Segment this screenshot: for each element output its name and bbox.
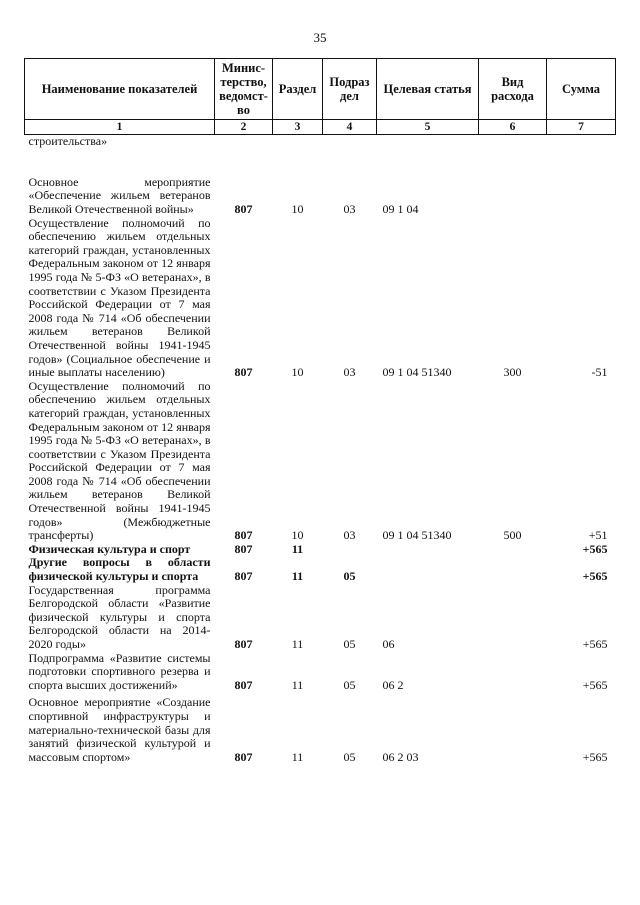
row-ministry: 807 xyxy=(234,541,253,556)
row-subsection: 05 xyxy=(343,749,356,764)
row-subsection: 05 xyxy=(343,637,356,651)
row-expense-type: 300 xyxy=(503,365,522,380)
row-section: 11 xyxy=(291,637,304,651)
row-section: 11 xyxy=(291,677,304,692)
header-name: Наименование показателей xyxy=(25,59,215,120)
row-section: 10 xyxy=(291,365,304,380)
row-section: 11 xyxy=(291,541,304,556)
column-number: 3 xyxy=(273,120,323,135)
column-number: 5 xyxy=(377,120,479,135)
header-ministry: Минис-терство, ведомст-во xyxy=(215,59,273,120)
header-target-item: Целевая статья xyxy=(377,59,479,120)
table-row xyxy=(25,217,616,380)
header-row xyxy=(25,59,616,120)
row-amount: +51 xyxy=(588,528,608,543)
row-expense-type xyxy=(479,543,547,557)
row-section: 10 xyxy=(291,528,304,543)
row-section: 11 xyxy=(291,749,304,764)
budget-table xyxy=(24,58,616,764)
row-target-item: 09 1 04 51340 xyxy=(382,528,452,543)
table-row xyxy=(25,692,616,764)
row-target-item xyxy=(377,556,479,583)
row-name: Осуществление полномочий по обеспечению жильем отдельных категорий граждан, установленных Федеральным законом от 12 января 1995 года № 5-ФЗ «О ветеранах», в соответствии с Указом Президента Российской Федерации от 7 мая 2008 года № 714 «Об обеспечении жильем ветеранов Великой Отечественной войны 1941-1945 годов» (Социальное обеспечение и иные выплаты населению) xyxy=(28,215,211,380)
row-ministry: 807 xyxy=(234,365,253,380)
row-amount: +565 xyxy=(582,677,608,692)
row-expense-type xyxy=(479,584,547,652)
row-subsection xyxy=(323,543,377,557)
table-row xyxy=(25,380,616,543)
continuation-row xyxy=(25,135,616,149)
row-target-item: 06 2 03 xyxy=(382,749,419,764)
row-expense-type xyxy=(479,149,547,217)
row-amount: +565 xyxy=(582,749,608,764)
row-amount: +565 xyxy=(582,637,608,651)
row-ministry: 807 xyxy=(234,677,253,692)
row-name: Основное мероприятие «Обеспечение жильем ветеранов Великой Отечественной войны» xyxy=(28,174,211,216)
row-subsection: 05 xyxy=(343,677,356,692)
page-number: 35 xyxy=(313,30,327,45)
column-number: 1 xyxy=(25,120,215,135)
row-expense-type xyxy=(479,652,547,693)
column-number: 6 xyxy=(479,120,547,135)
row-ministry: 807 xyxy=(234,528,253,543)
row-subsection: 03 xyxy=(343,202,356,216)
row-name: Физическая культура и спорт xyxy=(28,541,191,556)
row-ministry: 807 xyxy=(234,749,253,764)
column-number: 4 xyxy=(323,120,377,135)
row-amount xyxy=(547,149,616,217)
row-ministry: 807 xyxy=(234,569,253,584)
header-subsection: Подраз дел xyxy=(323,59,377,120)
table-row xyxy=(25,556,616,583)
row-name: Основное мероприятие «Создание спортивной инфраструктуры и материально-технической базы для занятий физической культурой и массовым спортом» xyxy=(28,695,211,764)
row-section: 10 xyxy=(291,202,304,216)
row-name: Осуществление полномочий по обеспечению жильем отдельных категорий граждан, установленных Федеральным законом от 12 января 1995 года № 5-ФЗ «О ветеранах», в соответствии с Указом Президента Российской Федерации от 7 мая 2008 года № 714 «Об обеспечении жильем ветеранов Великой Отечественной войны 1941-1945 годов» (Межбюджетные трансферты) xyxy=(28,378,211,543)
column-number-row xyxy=(25,120,616,135)
table-row xyxy=(25,149,616,217)
row-amount: -51 xyxy=(591,365,608,380)
row-subsection: 03 xyxy=(343,528,356,543)
row-ministry: 807 xyxy=(234,637,253,651)
row-ministry: 807 xyxy=(234,202,253,216)
table-row xyxy=(25,584,616,652)
column-number: 2 xyxy=(215,120,273,135)
row-name: Другие вопросы в области физической культуры и спорта xyxy=(28,555,211,584)
row-target-item: 09 1 04 xyxy=(382,202,419,216)
row-subsection: 05 xyxy=(343,569,356,584)
table-row xyxy=(25,652,616,693)
row-target-item: 06 2 xyxy=(382,677,404,692)
row-expense-type xyxy=(479,556,547,583)
header-expense-type: Вид расхода xyxy=(479,59,547,120)
continuation-text: строительства» xyxy=(28,134,108,148)
row-expense-type: 500 xyxy=(503,528,522,543)
row-subsection: 03 xyxy=(343,365,356,380)
row-amount: +565 xyxy=(582,569,608,584)
row-target-item xyxy=(377,543,479,557)
row-name: Государственная программа Белгородской области «Развитие физической культуры и спорта Белгородской области на 2014-2020 годы» xyxy=(28,582,211,651)
header-amount: Сумма xyxy=(547,59,616,120)
row-target-item: 09 1 04 51340 xyxy=(382,365,452,380)
row-amount: +565 xyxy=(582,541,608,556)
row-expense-type xyxy=(479,692,547,764)
column-number: 7 xyxy=(547,120,616,135)
row-name: Подпрограмма «Развитие системы подготовки спортивного резерва и спорта высших достижений» xyxy=(28,650,211,692)
row-target-item: 06 xyxy=(382,637,395,651)
row-section: 11 xyxy=(291,569,304,584)
table-row xyxy=(25,543,616,557)
header-section: Раздел xyxy=(273,59,323,120)
